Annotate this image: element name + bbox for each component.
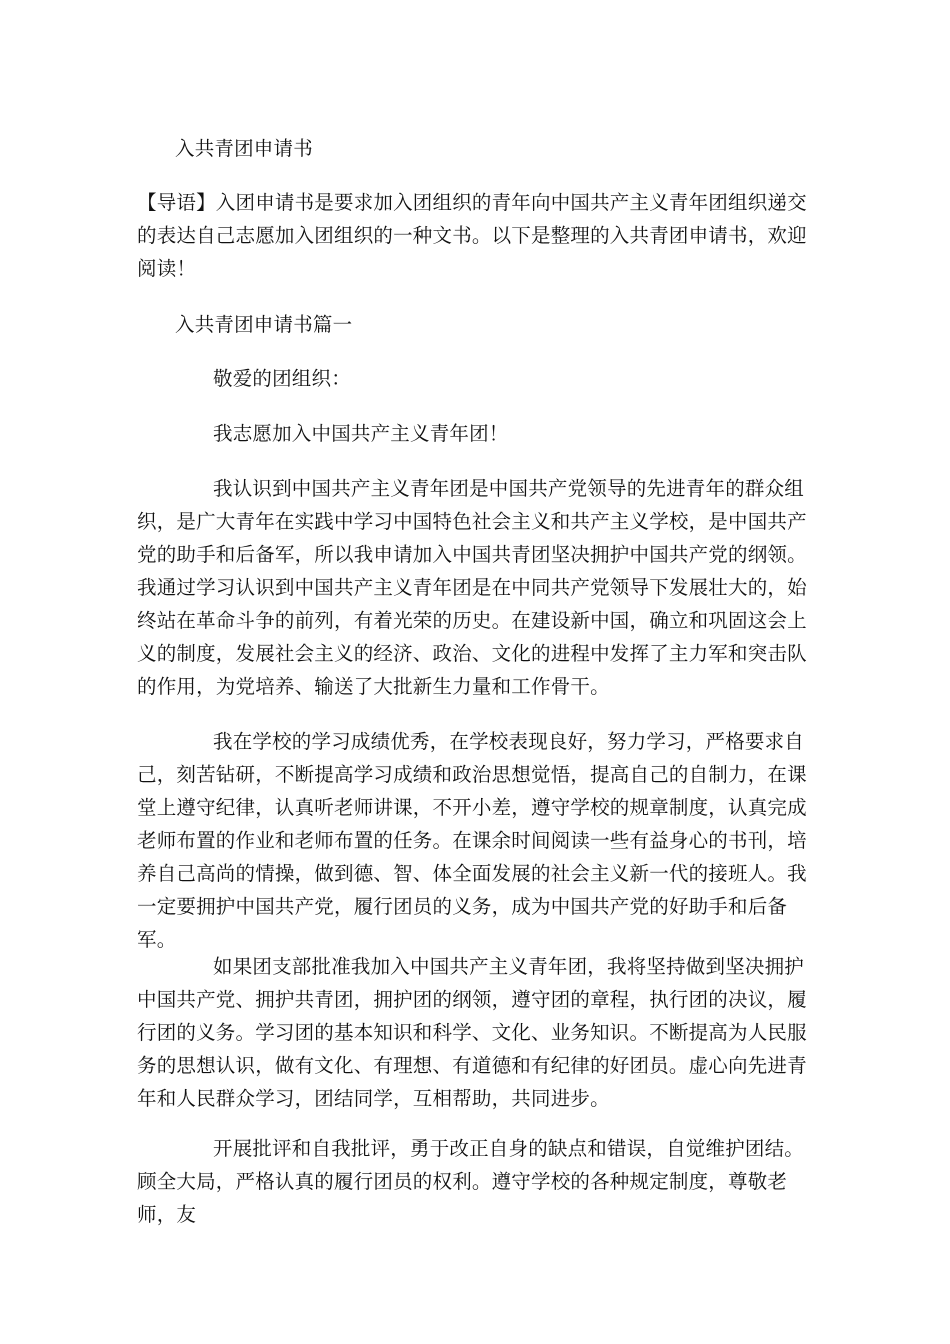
paragraph-4: 如果团支部批准我加入中国共产主义青年团，我将坚持做到坚决拥护中国共产党、拥护共青团，拥护团的纲领，遵守团的章程，执行团的决议，履行团的义务。学习团的基本知识和科学、文化、业务知识。不断提高为人民服务的思想认识，做有文化、有理想、有道德和有纪律的好团员。虚心向先进青年和人民群众学习，团结同学，互相帮助，共同进步。 (137, 955, 807, 1110)
salutation: 敬爱的团组织： (213, 367, 351, 390)
paragraph-5: 开展批评和自我批评，勇于改正自身的缺点和错误，自觉维护团结。顾全大局，严格认真的履行团员的权利。遵守学校的各种规定制度，尊敬老师，友 (137, 1137, 805, 1226)
intro-paragraph: 【导语】入团申请书是要求加入团组织的青年向中国共产主义青年团组织递交的表达自己志愿加入团组织的一种文书。以下是整理的入共青团申请书，欢迎阅读！ (137, 191, 807, 280)
paragraph-2: 我认识到中国共产主义青年团是中国共产党领导的先进青年的群众组织，是广大青年在实践中学习中国特色社会主义和共产主义学校，是中国共产党的助手和后备军，所以我申请加入中国共青团坚决拥护中国共产党的纲领。我通过学习认识到中国共产主义青年团是在中同共产党领导下发展壮大的，始终站在革命斗争的前列，有着光荣的历史。在建设新中国，确立和巩固这会上义的制度，发展社会主义的经济、政治、文化的进程中发挥了主力军和突击队的作用，为党培养、输送了大批新生力量和工作骨干。 (137, 477, 807, 698)
section-title: 入共青团申请书篇一 (175, 313, 353, 336)
document-title: 入共青团申请书 (175, 137, 313, 160)
paragraph-1: 我志愿加入中国共产主义青年团！ (213, 422, 509, 445)
paragraph-3: 我在学校的学习成绩优秀，在学校表现良好，努力学习，严格要求自己，刻苦钻研，不断提高学习成绩和政治思想觉悟，提高自己的自制力，在课堂上遵守纪律，认真听老师讲课，不开小差，遵守学校的规章制度，认真完成老师布置的作业和老师布置的任务。在课余时间阅读一些有益身心的书刊，培养自己高尚的情操，做到德、智、体全面发展的社会主义新一代的接班人。我一定要拥护中国共产党，履行团员的义务，成为中国共产党的好助手和后备军。 (137, 730, 807, 951)
